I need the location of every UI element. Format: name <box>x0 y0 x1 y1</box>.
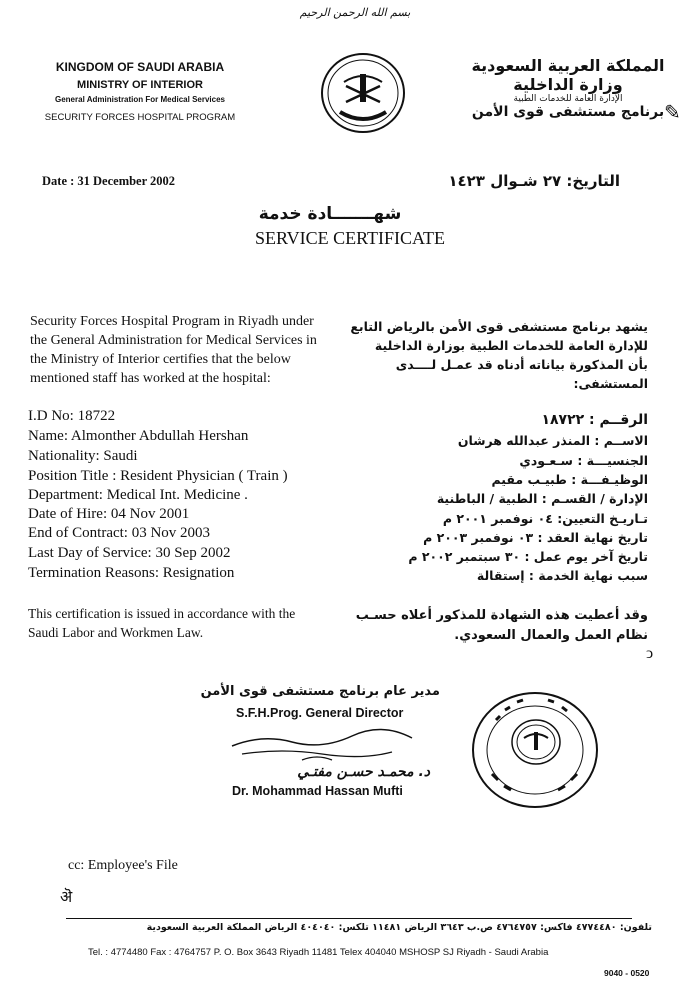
emblem-seal <box>320 52 406 134</box>
department-en: Department: Medical Int. Medicine . <box>28 487 248 503</box>
initials-mark: ऄ <box>60 889 73 906</box>
closing-en-1: This certification is issued in accordance with the <box>28 606 296 621</box>
ministry-ar: وزارة الداخلية <box>513 75 623 94</box>
position-ar: الوظيـفـــة : طبيـب مقيم <box>491 472 648 487</box>
emblem-icon <box>320 52 406 134</box>
last-day-ar: تاريخ آخر يوم عمل : ٣٠ سبتمبر ٢٠٠٢ م <box>408 549 648 564</box>
header-en <box>40 60 240 123</box>
admin-en: General Administration For Medical Services <box>55 95 225 104</box>
closing-en-2: Saudi Labor and Workmen Law. <box>28 625 204 640</box>
basmala: بسم الله الرحمن الرحيم <box>299 6 411 19</box>
intro-en-4: mentioned staff has worked at the hospital: <box>30 371 271 386</box>
admin-ar: الإدارة العامة للخدمات الطبية <box>513 94 623 104</box>
intro-en-1: Security Forces Hospital Program in Riyadh under <box>30 314 314 329</box>
nationality-ar: الجنسيـــة : سـعـودي <box>519 453 648 468</box>
date-ar: التاريخ: ٢٧ شـوال ١٤٢٣ <box>448 172 620 190</box>
nationality-en: Nationality: Saudi <box>28 448 138 464</box>
hire-date-en: Date of Hire: 04 Nov 2001 <box>28 506 190 522</box>
intro-en-3: the Ministry of Interior certifies that the below <box>30 352 291 367</box>
contract-end-ar: تاريخ نهاية العقد : ٠٣ نوفمبر ٢٠٠٣ م <box>423 530 648 545</box>
intro-ar-4: المستشفى: <box>573 376 648 391</box>
signature-title-ar: مدير عام برنامج مستشفى قوى الأمن <box>200 684 440 699</box>
intro-ar-3: بأن المذكورة بياناته أدناه قد عمـل لــــدى <box>395 357 648 372</box>
signature-title-en: S.F.H.Prog. General Director <box>236 706 404 720</box>
official-stamp <box>470 690 600 810</box>
date-en: Date : 31 December 2002 <box>42 174 176 188</box>
hire-date-ar: تـاريـخ التعيين: ٠٤ نوفمبر ٢٠٠١ م <box>442 511 648 526</box>
closing-ar-1: وقد أعطيت هذه الشهادة للمذكور أعلاه حسـب <box>355 608 648 623</box>
termination-en: Termination Reasons: Resignation <box>28 565 235 581</box>
termination-ar: سبب نهاية الخدمة : إستقالة <box>476 568 648 583</box>
country-ar: المملكة العربية السعودية <box>471 56 665 75</box>
id-number-ar: الرقــم : ١٨٧٢٢ <box>541 412 648 428</box>
footer-ar: تلفون: ٤٧٧٤٤٨٠ فاكس: ٤٧٦٤٧٥٧ ص.ب ٣٦٤٣ الرياض ١١٤٨١ تلكس: ٤٠٤٠٤٠ الرياض المملكة العربية السعودية <box>146 922 652 933</box>
closing-ar-2: نظام العمل والعمال السعودي. <box>454 628 648 643</box>
last-day-en: Last Day of Service: 30 Sep 2002 <box>28 545 231 561</box>
form-number: 9040 - 0520 <box>604 968 650 978</box>
title-en: SERVICE CERTIFICATE <box>255 228 445 248</box>
department-ar: الإدارة / القسـم : الطبية / الباطنية <box>436 491 648 506</box>
program-en: SECURITY FORCES HOSPITAL PROGRAM <box>44 112 236 123</box>
position-en: Position Title : Resident Physician ( Train ) <box>28 468 288 484</box>
footer-rule <box>66 918 632 919</box>
name-ar: الاســم : المنذر عبدالله هرشان <box>457 433 648 448</box>
intro-en-2: the General Administration for Medical Services in <box>30 333 317 348</box>
ministry-en: MINISTRY OF INTERIOR <box>77 79 203 91</box>
ink-mark: ↄ <box>646 645 654 662</box>
signature-name-ar: د. محمـد حسـن مفتـي <box>297 764 430 780</box>
id-number-en: I.D No: 18722 <box>28 408 116 424</box>
signature-name-en: Dr. Mohammad Hassan Mufti <box>232 784 403 798</box>
intro-ar-2: للإدارة العامة للخدمات الطبية بوزارة الداخلية <box>374 338 648 353</box>
intro-ar-1: يشهد برنامج مستشفى قوى الأمن بالرياض التابع <box>350 319 648 334</box>
country-en: KINGDOM OF SAUDI ARABIA <box>55 60 225 74</box>
stamp-seal-icon <box>470 690 600 810</box>
header-ar <box>458 56 678 120</box>
name-en: Name: Almonther Abdullah Hershan <box>28 428 249 444</box>
program-ar: برنامج مستشفى قوى الأمن <box>471 104 665 120</box>
footer-en: Tel. : 4774480 Fax : 4764757 P. O. Box 3643 Riyadh 11481 Telex 404040 MSHOSP SJ Riyadh - Saudi Arabia <box>88 947 549 958</box>
cc-note: cc: Employee's File <box>68 858 178 873</box>
title-ar: شهـــــــادة خدمة <box>258 204 402 224</box>
contract-end-en: End of Contract: 03 Nov 2003 <box>28 525 211 541</box>
pen-mark: ✎ <box>664 102 681 124</box>
